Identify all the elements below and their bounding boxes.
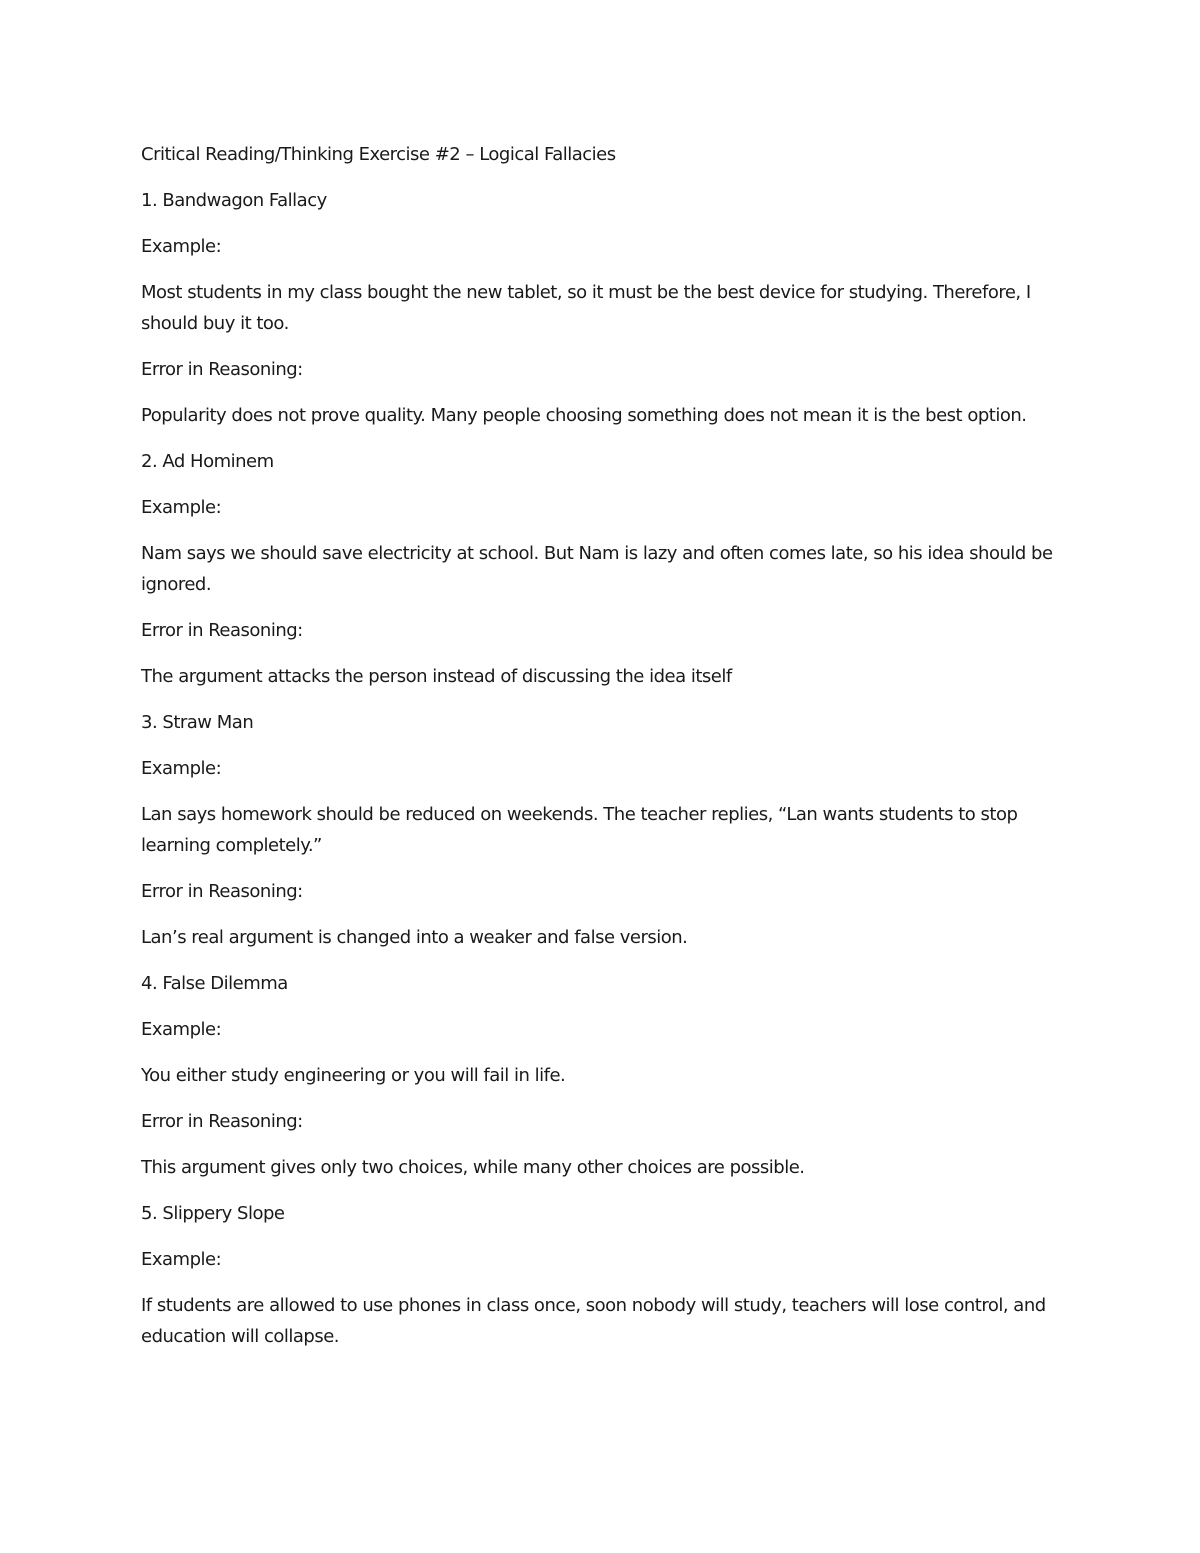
- section-heading: 3. Straw Man: [141, 712, 254, 733]
- section-heading: 1. Bandwagon Fallacy: [141, 190, 327, 211]
- section-slippery-slope: [141, 1198, 1056, 1352]
- example-text: If students are allowed to use phones in class once, soon nobody will study, teachers will lose control, and education will collapse.: [141, 1295, 1046, 1347]
- section-false-dilemma: [141, 968, 1056, 1183]
- example-label: Example:: [141, 1019, 222, 1040]
- section-straw-man: [141, 707, 1056, 953]
- error-text: Lan’s real argument is changed into a weaker and false version.: [141, 927, 688, 948]
- example-text: You either study engineering or you will fail in life.: [141, 1065, 566, 1086]
- example-text: Most students in my class bought the new tablet, so it must be the best device for studying. Therefore, I should buy it too.: [141, 282, 1031, 334]
- section-heading: 4. False Dilemma: [141, 973, 288, 994]
- example-label: Example:: [141, 1249, 222, 1270]
- error-text: This argument gives only two choices, while many other choices are possible.: [141, 1157, 805, 1178]
- section-ad-hominem: [141, 446, 1056, 692]
- document-title: Critical Reading/Thinking Exercise #2 – Logical Fallacies: [141, 144, 616, 165]
- error-label: Error in Reasoning:: [141, 1111, 303, 1132]
- example-text: Lan says homework should be reduced on weekends. The teacher replies, “Lan wants students to stop learning completely.”: [141, 804, 1018, 856]
- section-bandwagon: [141, 185, 1056, 431]
- error-text: The argument attacks the person instead of discussing the idea itself: [141, 666, 732, 687]
- section-heading: 2. Ad Hominem: [141, 451, 274, 472]
- section-heading: 5. Slippery Slope: [141, 1203, 285, 1224]
- example-label: Example:: [141, 236, 222, 257]
- error-text: Popularity does not prove quality. Many people choosing something does not mean it is the best option.: [141, 405, 1027, 426]
- example-text: Nam says we should save electricity at school. But Nam is lazy and often comes late, so his idea should be ignored.: [141, 543, 1053, 595]
- error-label: Error in Reasoning:: [141, 359, 303, 380]
- document-page: [141, 139, 1056, 1367]
- example-label: Example:: [141, 758, 222, 779]
- error-label: Error in Reasoning:: [141, 620, 303, 641]
- error-label: Error in Reasoning:: [141, 881, 303, 902]
- example-label: Example:: [141, 497, 222, 518]
